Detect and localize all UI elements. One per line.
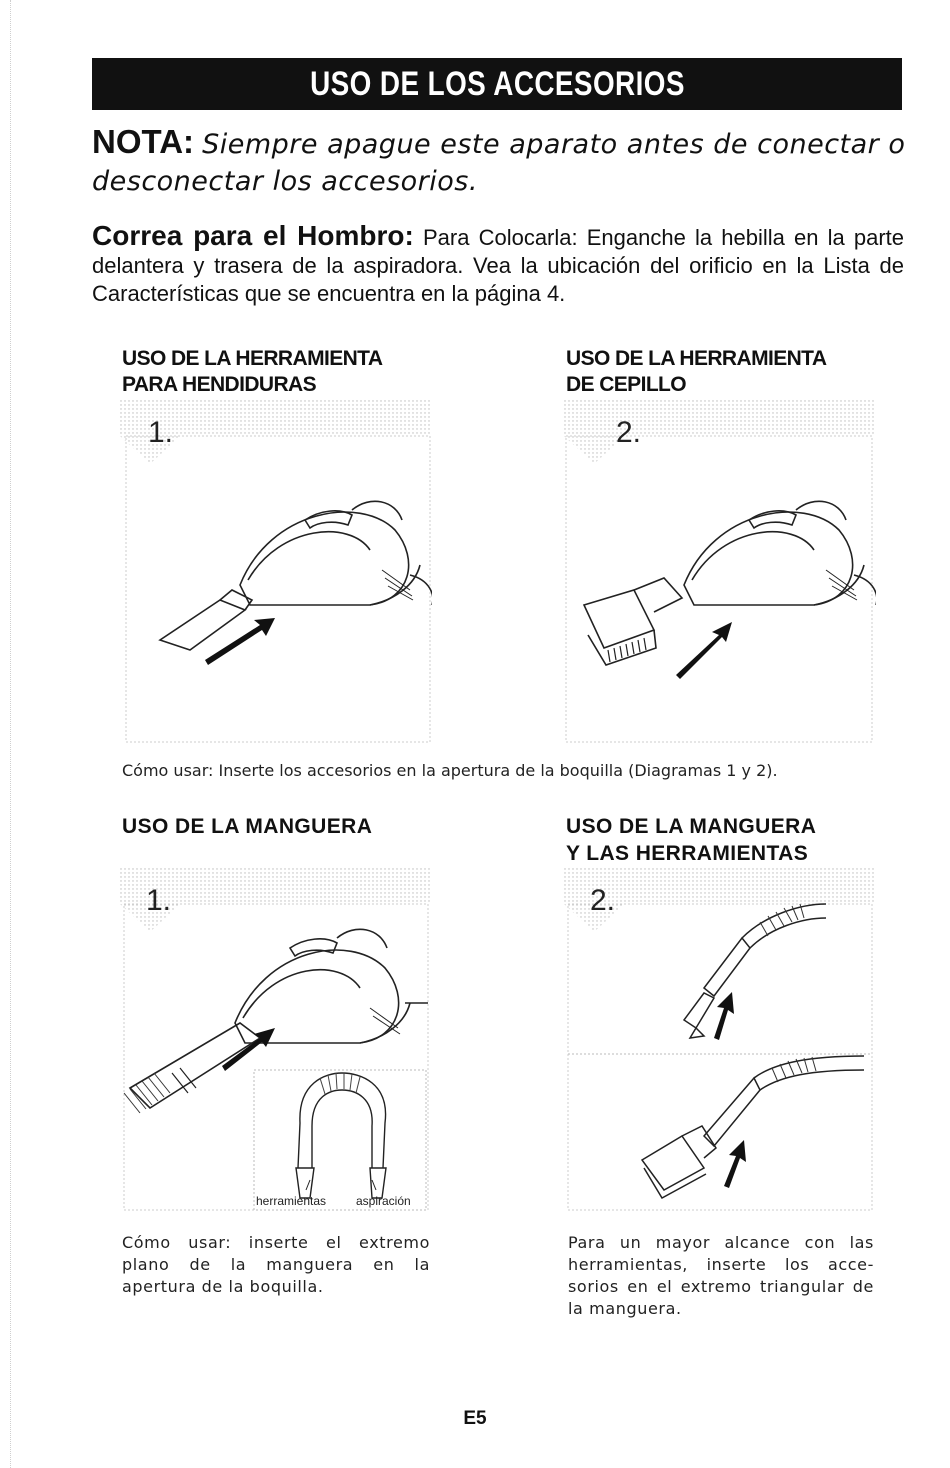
brush-step-number: 2. — [616, 416, 642, 449]
hose-diagram — [120, 868, 432, 1212]
hose-caption: Cómo usar: inserte el extremo plano de la manguera en la apertura de la boquilla. — [122, 1233, 430, 1296]
hose-tools-title-line2: Y LAS HERRAMIENTAS — [566, 842, 809, 865]
crevice-tool-diagram — [120, 400, 432, 744]
hose-step-number: 1. — [146, 884, 172, 917]
note-block — [92, 124, 912, 200]
page-number: E5 — [463, 1408, 487, 1429]
hose-tools-step-number: 2. — [590, 884, 616, 917]
scan-edge — [10, 0, 15, 1468]
crevice-title-line2: PARA HENDIDURAS — [122, 373, 317, 396]
brush-title-line1: USO DE LA HERRAMIENTA — [566, 347, 827, 370]
crevice-tool-title — [122, 346, 382, 398]
hose-title — [122, 813, 372, 840]
note-label: NOTA: — [92, 123, 195, 160]
brush-tool-title — [566, 346, 826, 398]
crevice-title-line1: USO DE LA HERRAMIENTA — [122, 347, 383, 370]
page-title-banner — [92, 58, 902, 110]
shoulder-strap-label: Correa para el Hombro: — [92, 220, 414, 251]
tools-caption: Cómo usar: Inserte los accesorios en la apertura de la boquilla (Diagramas 1 y 2). — [122, 761, 778, 780]
hose-tools-title — [566, 813, 816, 867]
shoulder-strap-text: Para Colocarla: Enganche la hebilla en la parte delantera y trasera de la aspiradora. Vea la ubicación del orificio en la Lista de Características que se encuentra en la página 4. — [92, 225, 904, 306]
brush-title-line2: DE CEPILLO — [566, 373, 687, 396]
crevice-step-number: 1. — [148, 416, 174, 449]
note-text: Siempre apague este aparato antes de conectar o desconectar los accesorios. — [92, 129, 906, 197]
hose-label-suction: aspiración — [356, 1194, 411, 1208]
hose-tools-caption: Para un mayor alcance con las herramientas, inserte los acce-sorios en el extremo triangular de la manguera. — [568, 1233, 874, 1318]
hose-label-tools: herramientas — [256, 1194, 327, 1208]
brush-tool-diagram — [564, 400, 876, 744]
hose-tools-title-line1: USO DE LA MANGUERA — [566, 815, 817, 838]
hose-tools-diagram — [564, 868, 876, 1212]
page-title: USO DE LOS ACCESORIOS — [309, 65, 685, 103]
hose-title-line1: USO DE LA MANGUERA — [122, 815, 373, 838]
shoulder-strap-block — [92, 222, 904, 308]
